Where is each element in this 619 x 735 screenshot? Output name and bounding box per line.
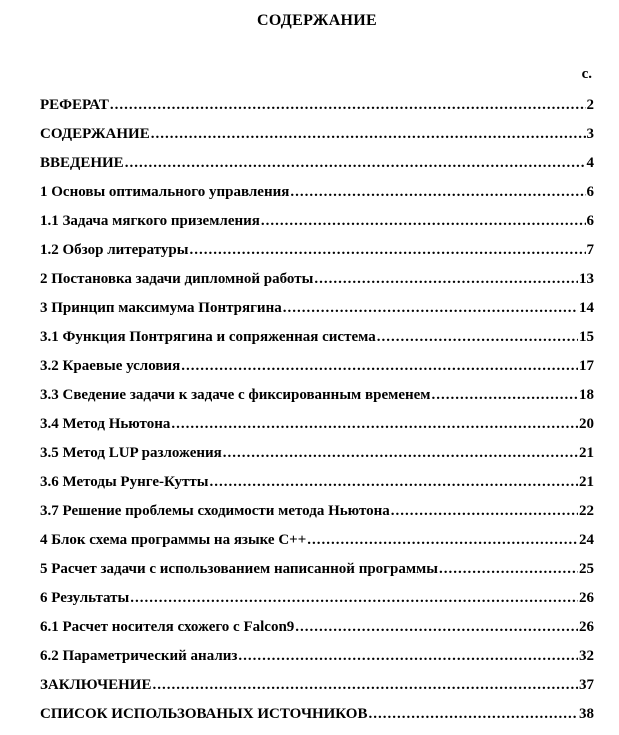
toc-entry [40,323,594,352]
toc-entry [40,555,594,584]
dot-leader [307,526,578,555]
toc-entry-page: 4 [586,155,594,171]
toc-entry-label: 1 Основы оптимального управления [40,184,290,200]
toc-entry [40,352,594,381]
toc-entry-label: ЗАКЛЮЧЕНИЕ [40,677,152,693]
toc-entry [40,91,594,120]
toc-entry-page: 37 [579,677,594,693]
toc-entry-label: 3.4 Метод Ньютона [40,416,171,432]
toc-entry [40,410,594,439]
toc-entry-label: 1.1 Задача мягкого приземления [40,213,260,229]
dot-leader [314,265,578,294]
toc-entry-page: 6 [586,213,594,229]
toc-entry-page: 14 [579,300,594,316]
toc-entry-page: 17 [579,358,594,374]
toc-entry-page: 7 [586,242,594,258]
toc-entry-label: 3.6 Методы Рунге-Кутты [40,474,209,490]
toc-entry-page: 18 [579,387,594,403]
dot-leader [110,91,586,120]
toc-list [40,91,594,729]
dot-leader [223,439,578,468]
toc-entry-label: РЕФЕРАТ [40,97,109,113]
toc-entry [40,526,594,555]
toc-entry-page: 2 [586,97,594,113]
toc-entry-label: СОДЕРЖАНИЕ [40,126,150,142]
dot-leader [209,468,578,497]
toc-entry-page: 3 [586,126,594,142]
dot-leader [151,120,586,149]
dot-leader [368,700,578,729]
toc-entry [40,584,594,613]
dot-leader [439,555,578,584]
toc-entry-page: 38 [579,706,594,722]
toc-entry-page: 32 [579,648,594,664]
toc-entry-label: 5 Расчет задачи с использованием написанной программы [40,561,438,577]
toc-entry-page: 26 [579,619,594,635]
toc-entry [40,207,594,236]
page-title: СОДЕРЖАНИЕ [256,12,378,29]
toc-entry [40,178,594,207]
toc-entry-label: 6 Результаты [40,590,130,606]
dot-leader [171,410,578,439]
page-column-header: с. [581,66,592,82]
toc-entry-label: 4 Блок схема программы на языке C++ [40,532,307,548]
toc-entry-page: 24 [579,532,594,548]
toc-entry-label: 2 Постановка задачи дипломной работы [40,271,314,287]
toc-entry [40,265,594,294]
toc-entry-page: 20 [579,416,594,432]
toc-entry-page: 22 [579,503,594,519]
dot-leader [152,671,578,700]
dot-leader [377,323,578,352]
dot-leader [391,497,578,526]
toc-entry-label: 3.2 Краевые условия [40,358,181,374]
toc-entry [40,120,594,149]
dot-leader [283,294,578,323]
toc-entry-label: ВВЕДЕНИЕ [40,155,124,171]
toc-entry-page: 13 [579,271,594,287]
toc-entry-label: 3.5 Метод LUP разложения [40,445,222,461]
toc-entry [40,381,594,410]
dot-leader [130,584,578,613]
toc-entry [40,236,594,265]
dot-leader [290,178,585,207]
toc-entry-label: 3.1 Функция Понтрягина и сопряженная система [40,329,376,345]
toc-entry-page: 25 [579,561,594,577]
toc-entry-label: 1.2 Обзор литературы [40,242,189,258]
toc-entry-label: 3.3 Сведение задачи к задаче с фиксированным временем [40,387,431,403]
dot-leader [261,207,586,236]
dot-leader [181,352,578,381]
toc-entry [40,294,594,323]
toc-entry [40,671,594,700]
toc-entry-page: 6 [586,184,594,200]
toc-entry-label: 3.7 Решение проблемы сходимости метода Ньютона [40,503,390,519]
dot-leader [125,149,586,178]
toc-entry-label: 6.1 Расчет носителя схожего с Falcon9 [40,619,295,635]
toc-entry [40,497,594,526]
dot-leader [432,381,579,410]
toc-entry [40,613,594,642]
toc-entry-label: СПИСОК ИСПОЛЬЗОВАНЫХ ИСТОЧНИКОВ [40,706,368,722]
toc-entry [40,700,594,729]
dot-leader [189,236,585,265]
toc-entry-page: 26 [579,590,594,606]
toc-entry [40,642,594,671]
dot-leader [238,642,578,671]
dot-leader [295,613,578,642]
toc-entry-page: 21 [579,445,594,461]
toc-entry-label: 3 Принцип максимума Понтрягина [40,300,282,316]
toc-entry-page: 21 [579,474,594,490]
toc-entry [40,468,594,497]
toc-entry [40,149,594,178]
toc-entry [40,439,594,468]
toc-entry-page: 15 [579,329,594,345]
toc-entry-label: 6.2 Параметрический анализ [40,648,238,664]
